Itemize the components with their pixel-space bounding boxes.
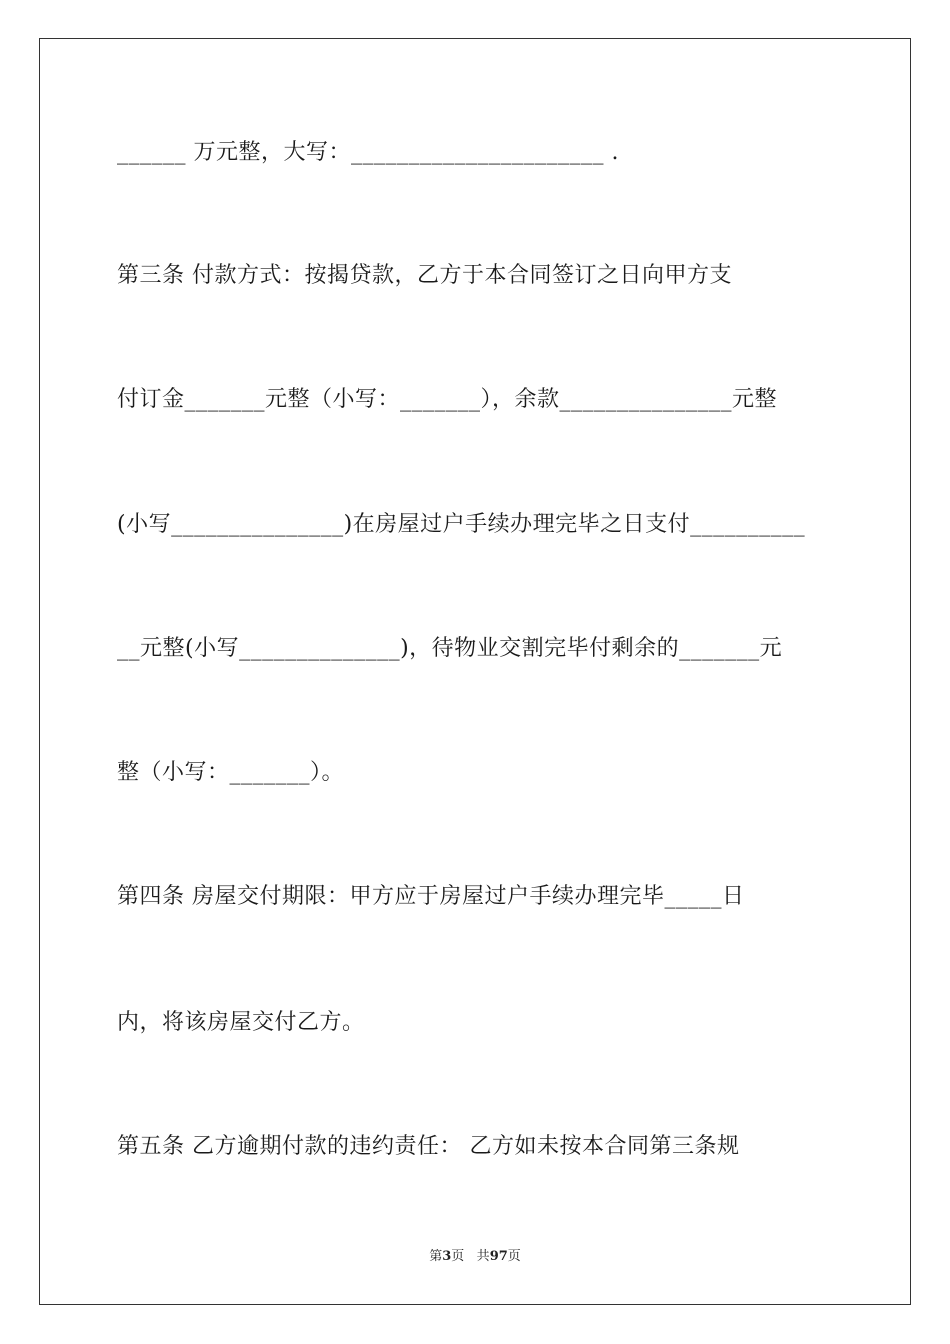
contract-line-5: __元整(小写______________)，待物业交割完毕付剩余的_______元 [117, 636, 783, 661]
total-pages: 97 [489, 1249, 508, 1264]
page-prefix: 第 [429, 1249, 443, 1264]
page-footer [0, 1249, 950, 1265]
page-suffix: 页 [451, 1249, 465, 1264]
contract-line-3: 付订金_______元整（小写：_______），余款_______________元整 [117, 387, 778, 412]
contract-line-2: 第三条 付款方式：按揭贷款，乙方于本合同签订之日向甲方支 [117, 263, 732, 288]
total-prefix: 共 [476, 1249, 490, 1264]
total-suffix: 页 [507, 1249, 521, 1264]
contract-line-1: ______ 万元整，大写：______________________ . [117, 140, 619, 165]
contract-line-6: 整（小写：_______）。 [117, 760, 345, 785]
contract-line-4: (小写_______________)在房屋过户手续办理完毕之日支付__________ [117, 512, 806, 537]
page-number: 3 [442, 1249, 452, 1264]
contract-line-8: 内，将该房屋交付乙方。 [117, 1010, 365, 1035]
page-border [39, 38, 911, 1305]
contract-line-9: 第五条 乙方逾期付款的违约责任： 乙方如未按本合同第三条规 [117, 1134, 740, 1159]
contract-line-7: 第四条 房屋交付期限：甲方应于房屋过户手续办理完毕_____日 [117, 884, 745, 909]
